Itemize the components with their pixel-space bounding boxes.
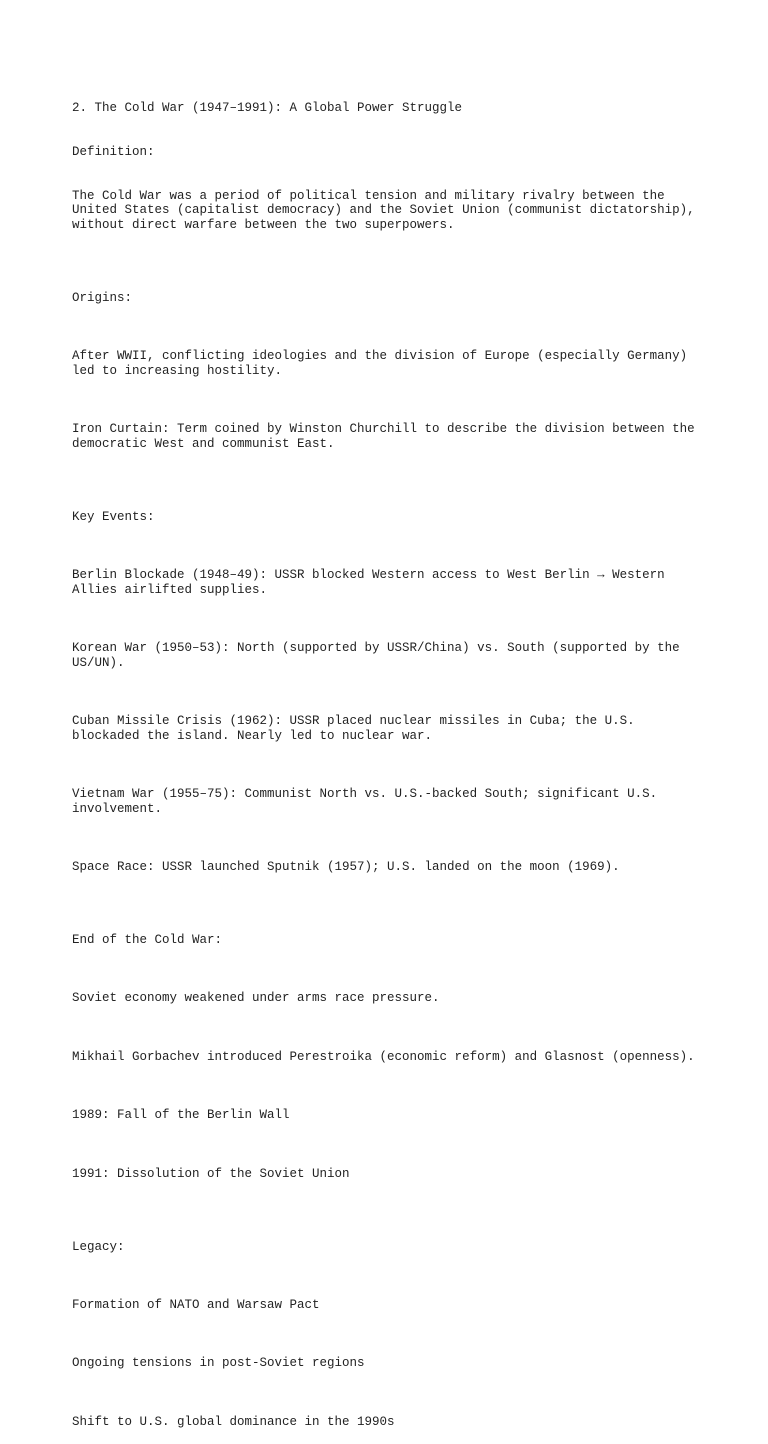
end-item: Soviet economy weakened under arms race pressure. — [72, 991, 440, 1006]
key-event-item: Korean War (1950–53): North (supported by USSR/China) vs. South (supported by the US/UN). — [72, 641, 680, 670]
legacy-item: Formation of NATO and Warsaw Pact — [72, 1297, 320, 1312]
end-item: Mikhail Gorbachev introduced Perestroika (economic reform) and Glasnost (openness). — [72, 1049, 695, 1064]
document-title: 2. The Cold War (1947–1991): A Global Power Struggle — [72, 101, 463, 116]
origins-item: Iron Curtain: Term coined by Winston Churchill to describe the division between the democratic West and communist East. — [72, 422, 695, 451]
origins-item: After WWII, conflicting ideologies and the division of Europe (especially Germany) led to increasing hostility. — [72, 349, 688, 378]
document-body — [72, 72, 732, 1444]
definition-text: The Cold War was a period of political tension and military rivalry between the United States (capitalist democracy) and the Soviet Union (communist dictatorship), without direct warfare between the two superpowers. — [72, 188, 695, 232]
key-event-item: Berlin Blockade (1948–49): USSR blocked Western access to West Berlin → Western Allies airlifted supplies. — [72, 568, 665, 597]
origins-heading: Origins: — [72, 290, 133, 305]
key-events-heading: Key Events: — [72, 509, 155, 524]
legacy-item: Ongoing tensions in post-Soviet regions — [72, 1356, 365, 1371]
end-item: 1989: Fall of the Berlin Wall — [72, 1108, 290, 1123]
end-heading: End of the Cold War: — [72, 933, 223, 948]
key-event-item: Space Race: USSR launched Sputnik (1957); U.S. landed on the moon (1969). — [72, 860, 620, 875]
legacy-heading: Legacy: — [72, 1239, 125, 1254]
end-item: 1991: Dissolution of the Soviet Union — [72, 1166, 350, 1181]
legacy-item: Shift to U.S. global dominance in the 1990s — [72, 1414, 395, 1429]
key-event-item: Cuban Missile Crisis (1962): USSR placed nuclear missiles in Cuba; the U.S. blockaded the island. Nearly led to nuclear war. — [72, 714, 635, 743]
key-event-item: Vietnam War (1955–75): Communist North vs. U.S.-backed South; significant U.S. involvement. — [72, 787, 658, 816]
definition-heading: Definition: — [72, 144, 155, 159]
